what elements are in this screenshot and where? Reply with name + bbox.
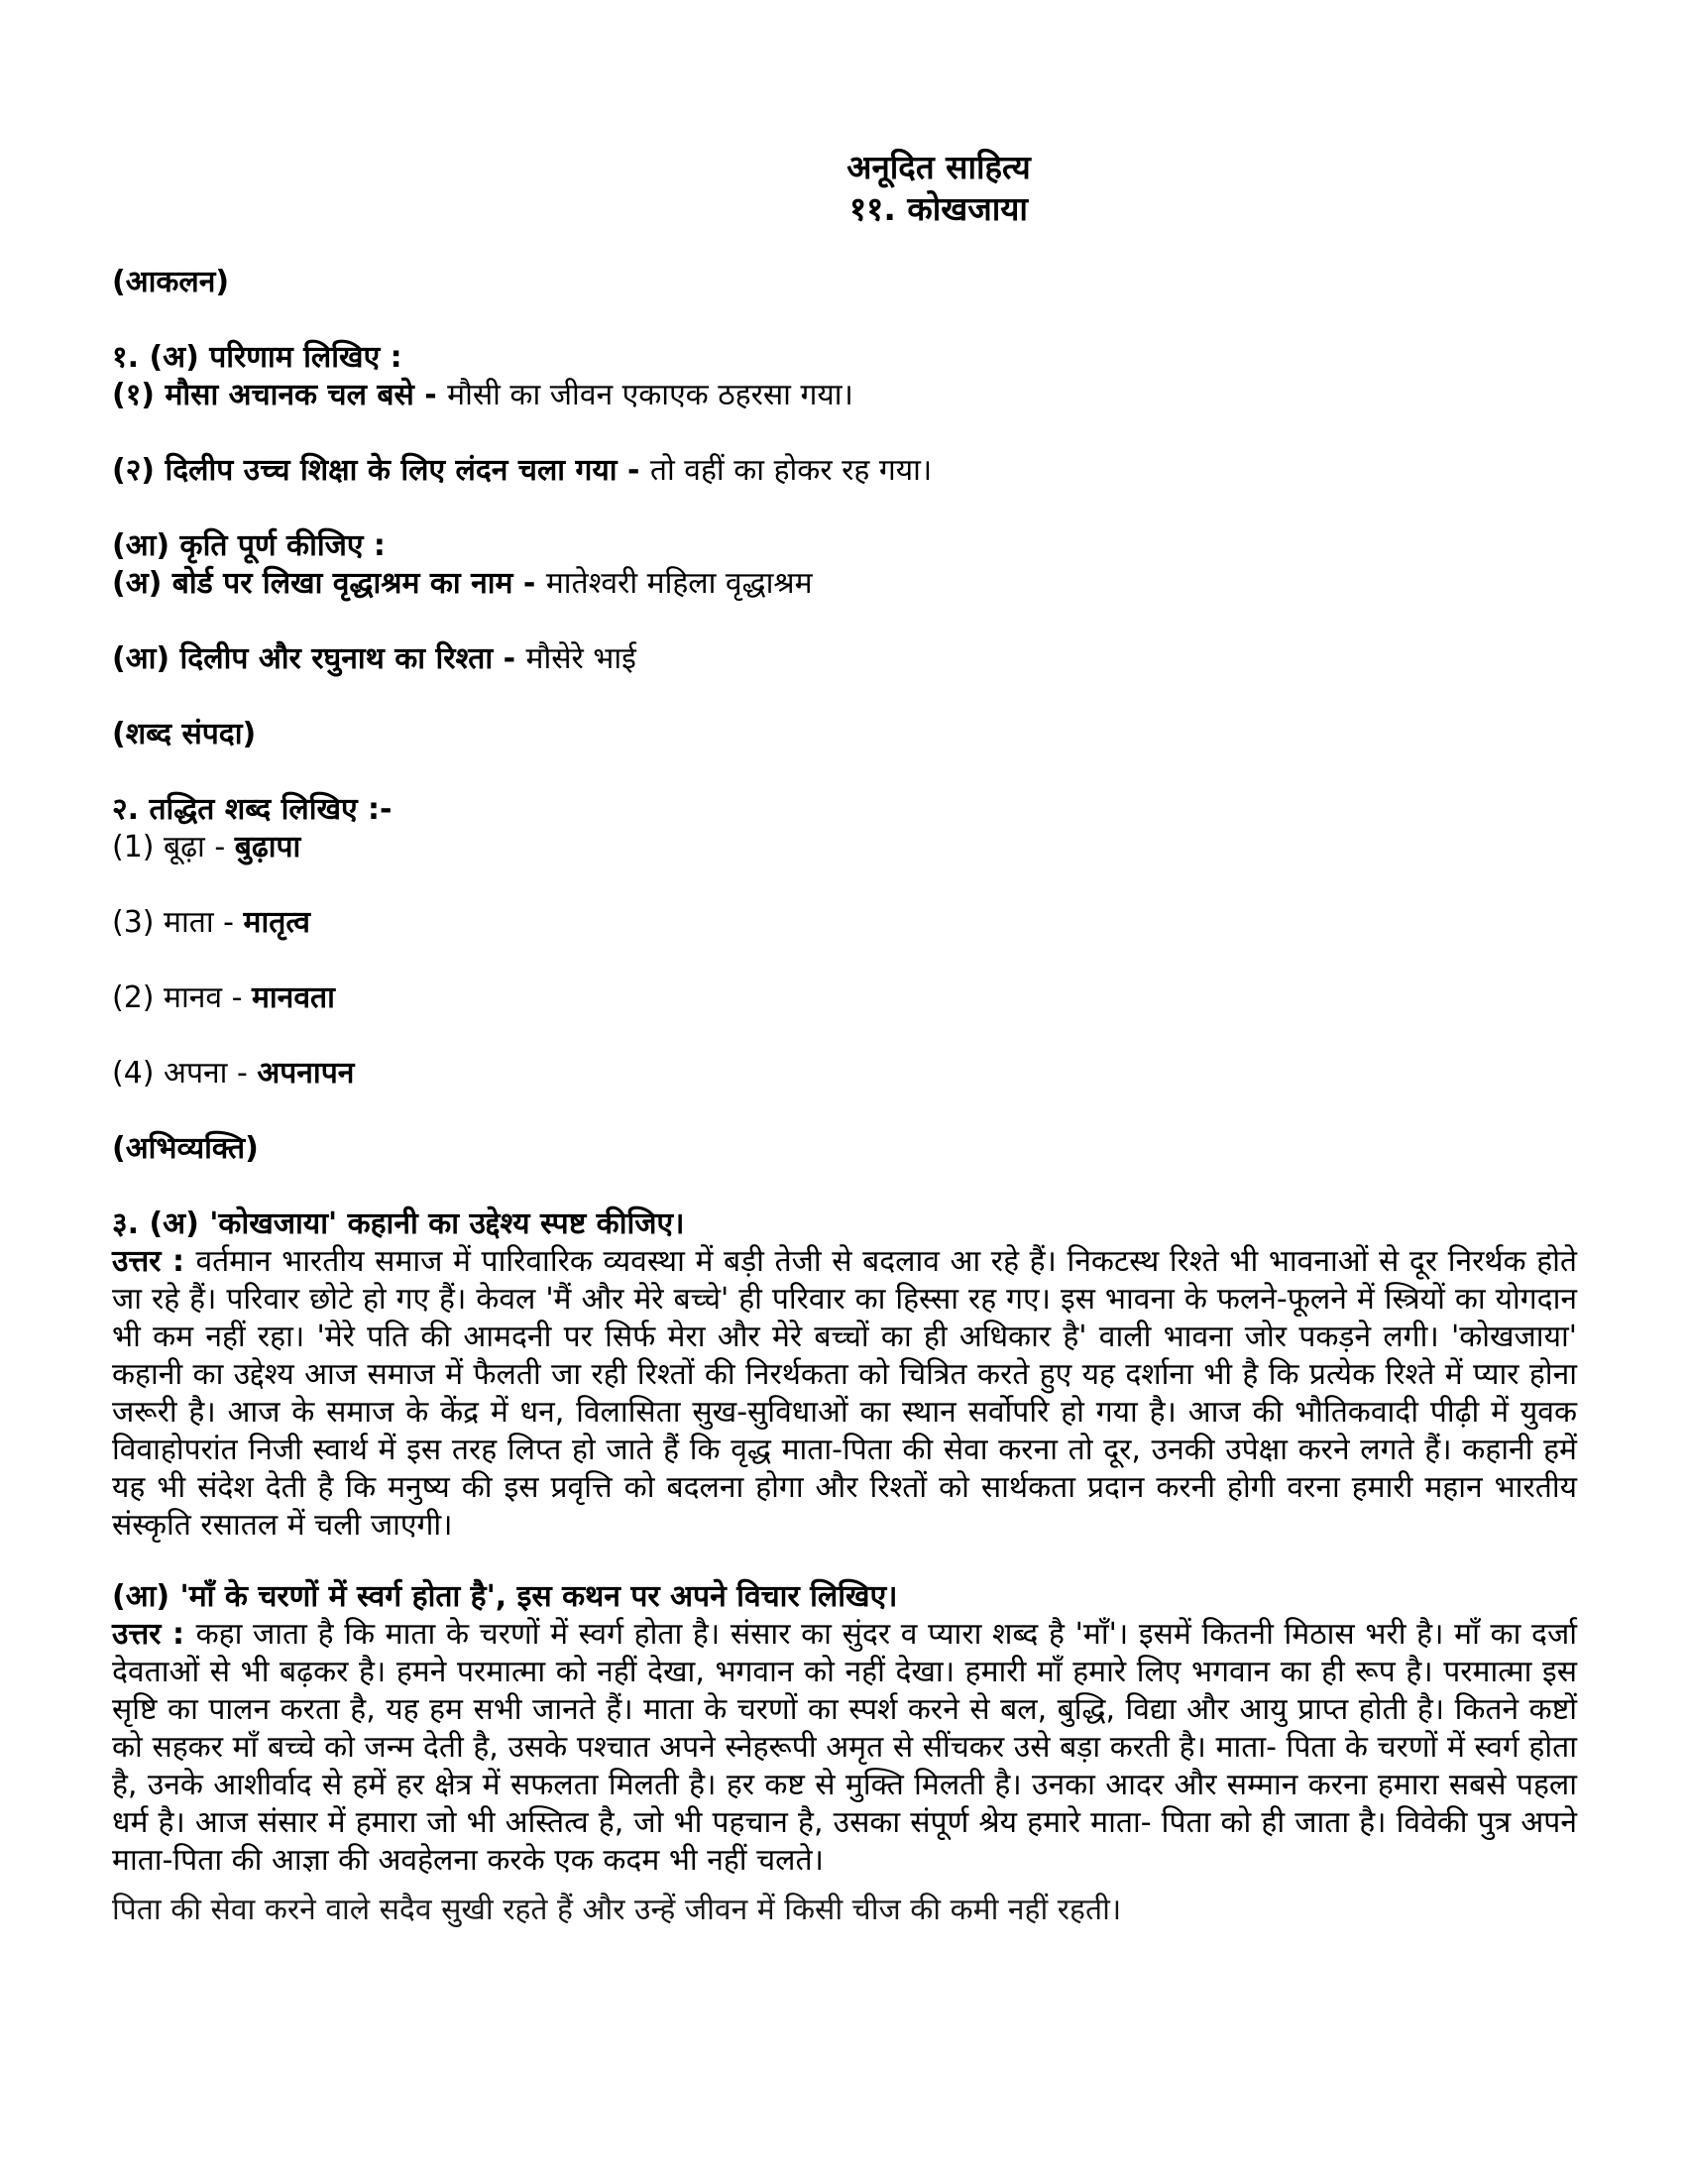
answer-text: वर्तमान भारतीय समाज में पारिवारिक व्यवस्था में बड़ी तेजी से बदलाव आ रहे हैं। निकटस्थ रिश्ते भी भावनाओं से दूर निरर्थक होते जा रहे हैं। परिवार छोटे हो गए हैं। केवल 'मैं और मेरे बच्चे' ही परिवार का हिस्सा रह गए। इस भावना के फलने-फूलने में स्त्रियों का योगदान भी कम नहीं रहा। 'मेरे पति की आमदनी पर सिर्फ मेरा और मेरे बच्चों का ही अधिकार है' वाली भावना जोर पकड़ने लगी। 'कोखजाया' कहानी का उद्देश्य आज समाज में फैलती जा रही रिश्तों की निरर्थकता को चित्रित करते हुए यह दर्शाना भी है कि प्रत्येक रिश्ते में प्यार होना जरूरी है। आज के समाज के केंद्र में धन, विलासिता सुख-सुविधाओं का स्थान सर्वोपरि हो गया है। आज की भौतिकवादी पीढ़ी में युवक विवाहोपरांत निजी स्वार्थ में इस तरह लिप्त हो जाते हैं कि वृद्ध माता-पिता की सेवा करना तो दूर, उनकी उपेक्षा करने लगते हैं। कहानी हमें यह भी संदेश देती है कि मनुष्य की इस प्रवृत्ति को बदलना होगा और रिश्तों को सार्थकता प्रदान करनी होगी वरना हमारी महान भारतीय संस्कृति रसातल में चली जाएगी।	[112, 1244, 1577, 1543]
answer-value: मौसी का जीवन एकाएक ठहरसा गया।	[447, 378, 853, 412]
question-1b-title: (आ) कृति पूर्ण कीजिए :	[112, 528, 386, 563]
question-3b-title: (आ) 'माँ के चरणों में स्वर्ग होता है', इस कथन पर अपने विचार लिखिए।	[112, 1579, 898, 1614]
word-pair	[112, 904, 1577, 942]
answer-line	[112, 640, 1577, 678]
derived-word: मातृत्व	[243, 905, 310, 940]
word-pair	[112, 979, 1577, 1017]
answer-line	[112, 377, 1577, 414]
section-abhivyakti: (अभिव्यक्ति)	[112, 1131, 259, 1166]
answer-line	[112, 565, 1577, 603]
answer-paragraph	[112, 1243, 1577, 1545]
chapter-heading: ११. कोखजाया	[849, 189, 1028, 228]
answer-label: (२) दिलीप उच्च शिक्षा के लिए लंदन चला गया -	[112, 453, 650, 488]
section-shabd-sampada: (शब्द संपदा)	[112, 717, 257, 751]
word-pair	[112, 829, 1577, 866]
answer-label: (आ) दिलीप और रघुनाथ का रिश्ता -	[112, 641, 526, 676]
base-word: (4) अपना -	[112, 1056, 258, 1091]
answer-paragraph	[112, 1616, 1577, 1880]
answer-line	[112, 452, 1577, 490]
derived-word: बुढ़ापा	[234, 830, 301, 864]
category-heading: अनूदित साहित्य	[846, 148, 1031, 186]
answer-value: तो वहीं का होकर रह गया।	[649, 453, 933, 488]
derived-word: अपनापन	[257, 1056, 355, 1091]
answer-prefix: उत्तर :	[112, 1617, 196, 1652]
answer-value: मौसेरे भाई	[525, 641, 636, 676]
document-header	[300, 147, 1577, 230]
question-2-title: २. तद्धित शब्द लिखिए :-	[112, 792, 393, 827]
derived-word: मानवता	[251, 980, 335, 1015]
base-word: (3) माता -	[112, 905, 244, 940]
question-1a-title: १. (अ) परिणाम लिखिए :	[112, 340, 402, 375]
question-3a-title: ३. (अ) 'कोखजाया' कहानी का उद्देश्य स्पष्ट कीजिए।	[112, 1207, 685, 1241]
word-pair	[112, 1055, 1577, 1092]
base-word: (1) बूढ़ा -	[112, 830, 235, 864]
section-akalan: (आकलन)	[112, 265, 230, 299]
answer-value: मातेश्वरी महिला वृद्धाश्रम	[545, 566, 813, 601]
cut-off-line: पिता की सेवा करने वाले सदैव सुखी रहते हैं और उन्हें जीवन में किसी चीज की कमी नहीं रहती।	[112, 1893, 1122, 1927]
answer-label: (१) मौसा अचानक चल बसे -	[112, 378, 448, 412]
answer-prefix: उत्तर :	[112, 1244, 196, 1279]
answer-text: कहा जाता है कि माता के चरणों में स्वर्ग होता है। संसार का सुंदर व प्यारा शब्द है 'माँ'। इसमें कितनी मिठास भरी है। माँ का दर्जा देवताओं से भी बढ़कर है। हमने परमात्मा को नहीं देखा, भगवान को नहीं देखा। हमारी माँ हमारे लिए भगवान का ही रूप है। परमात्मा इस सृष्टि का पालन करता है, यह हम सभी जानते हैं। माता के चरणों का स्पर्श करने से बल, बुद्धि, विद्या और आयु प्राप्त होती है। कितने कष्टों को सहकर माँ बच्चे को जन्म देती है, उसके पश्चात अपने स्नेहरूपी अमृत से सींचकर उसे बड़ा करती है। माता- पिता के चरणों में स्वर्ग होता है, उनके आशीर्वाद से हमें हर क्षेत्र में सफलता मिलती है। हर कष्ट से मुक्ति मिलती है। उनका आदर और सम्मान करना हमारा सबसे पहला धर्म है। आज संसार में हमारा जो भी अस्तित्व है, जो भी पहचान है, उसका संपूर्ण श्रेय हमारे माता- पिता को ही जाता है। विवेकी पुत्र अपने माता-पिता की आज्ञा की अवहेलना करके एक कदम भी नहीं चलते।	[112, 1617, 1577, 1878]
document-page	[112, 147, 1577, 1927]
base-word: (2) मानव -	[112, 980, 252, 1015]
answer-label: (अ) बोर्ड पर लिखा वृद्धाश्रम का नाम -	[112, 566, 546, 601]
